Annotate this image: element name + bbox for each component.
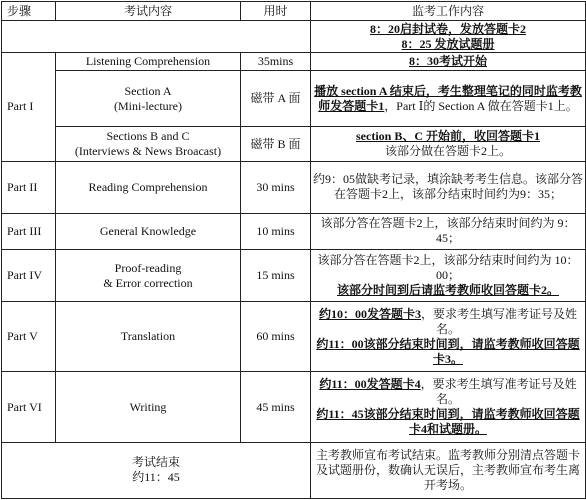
part3-step: Part III	[2, 213, 56, 249]
section-a-work-rest: ，Part Ⅰ的 Section A 做在答题卡1上。	[384, 98, 578, 113]
part5-work-2-bold: 约11：00该部分结束时间到，请监考教师收回答题卡3。	[316, 336, 580, 366]
section-bc-title: Sections B and C	[106, 129, 190, 144]
part4-work-bold: 该部分时间到后请监考教师收回答题卡2。	[336, 283, 559, 298]
part1-section-bc-row	[2, 127, 586, 161]
part5-work-1-rest: ，要求考生填写准考证号及姓名。	[421, 306, 578, 336]
part5-work	[311, 302, 586, 372]
header-step: 步骤	[2, 2, 56, 21]
end-row	[2, 442, 586, 498]
part1-step: Part I	[2, 53, 56, 161]
section-a-subtitle: (Mini-lecture)	[114, 98, 182, 113]
part5-row	[2, 302, 586, 372]
part4-work	[311, 249, 586, 301]
part1-listening-row	[2, 53, 586, 71]
section-a-work-bold: 播放 section A 结束后，考生整理笔记的同时监考教师发答题卡1	[314, 83, 582, 113]
part1-listening-work-cell	[311, 53, 586, 71]
part5-step: Part V	[2, 302, 56, 372]
intro-row	[2, 21, 586, 53]
part3-work: 该部分答在答题卡2上，该部分结束时间约为 9：45；	[311, 213, 586, 249]
part2-work: 约9：05做缺考记录，填涂缺考考生信息。该部分答在答题卡2上，该部分结束时间约为9：35；	[311, 161, 586, 213]
part6-content: Writing	[56, 372, 241, 442]
part6-work	[311, 372, 586, 442]
part3-row	[2, 213, 586, 249]
part2-duration: 30 mins	[241, 161, 311, 213]
part1-section-a-duration: 磁带 A 面	[241, 71, 311, 127]
intro-empty	[2, 21, 311, 53]
part4-step: Part IV	[2, 249, 56, 301]
part5-duration: 60 mins	[241, 302, 311, 372]
part2-step: Part II	[2, 161, 56, 213]
part1-listening-work: 8：30考试开始	[408, 54, 487, 69]
part4-content-line-1: Proof-reading	[114, 260, 182, 275]
header-content: 考试内容	[56, 2, 241, 21]
section-bc-work-line-2: 该部分做在答题卡2上。	[384, 144, 511, 159]
part1-section-a-work	[311, 71, 586, 127]
end-label	[2, 442, 311, 498]
section-a-title: Section A	[124, 83, 172, 98]
intro-work	[311, 21, 586, 53]
part3-content: General Knowledge	[56, 213, 241, 249]
exam-schedule-table	[1, 1, 586, 499]
end-label-line-1: 考试结束	[131, 455, 180, 470]
intro-line-1: 8：20启封试卷，发放答题卡2	[369, 21, 526, 36]
part1-section-bc-work	[311, 127, 586, 161]
part6-work-2-bold: 约11：45该部分结束时间到，请监考教师收回答题卡4和试题册。	[316, 407, 580, 437]
part4-row	[2, 249, 586, 301]
part2-content: Reading Comprehension	[56, 161, 241, 213]
part2-row	[2, 161, 586, 213]
part4-work-plain: 该部分答在答题卡2上，该部分结束时间约为 10：00；	[317, 253, 579, 283]
part1-section-bc-duration: 磁带 B 面	[241, 127, 311, 161]
part6-row	[2, 372, 586, 442]
part3-duration: 10 mins	[241, 213, 311, 249]
part4-duration: 15 mins	[241, 249, 311, 301]
part4-content-line-2: & Error correction	[103, 275, 193, 290]
intro-line-2: 8：25 发放试题册	[401, 36, 495, 51]
part1-listening-duration: 35mins	[241, 53, 311, 71]
header-row	[2, 2, 586, 21]
part1-section-a-row	[2, 71, 586, 127]
part6-step: Part VI	[2, 372, 56, 442]
part1-listening-content: Listening Comprehension	[56, 53, 241, 71]
part1-section-a-content	[56, 71, 241, 127]
part6-duration: 45 mins	[241, 372, 311, 442]
end-label-line-2: 约11：45	[132, 470, 180, 485]
part6-work-1-bold: 约11：00发答题卡4	[319, 377, 421, 392]
section-bc-work-line-1: section B、C 开始前，收回答题卡1	[356, 129, 540, 144]
part1-section-bc-content	[56, 127, 241, 161]
header-duration: 用时	[241, 2, 311, 21]
part6-work-1-rest: ，要求考生填写准考证号及姓名。	[420, 377, 577, 407]
header-work: 监考工作内容	[311, 2, 586, 21]
end-work: 主考教师宣布考试结束。监考教师分别清点答题卡及试题册份，数确认无误后，主考教师宣布考生离开考场。	[311, 442, 586, 498]
section-bc-subtitle: (Interviews & News Broacast)	[74, 144, 222, 159]
part5-content: Translation	[56, 302, 241, 372]
part4-content	[56, 249, 241, 301]
part5-work-1-bold: 约10：00发答题卡3	[318, 306, 421, 321]
